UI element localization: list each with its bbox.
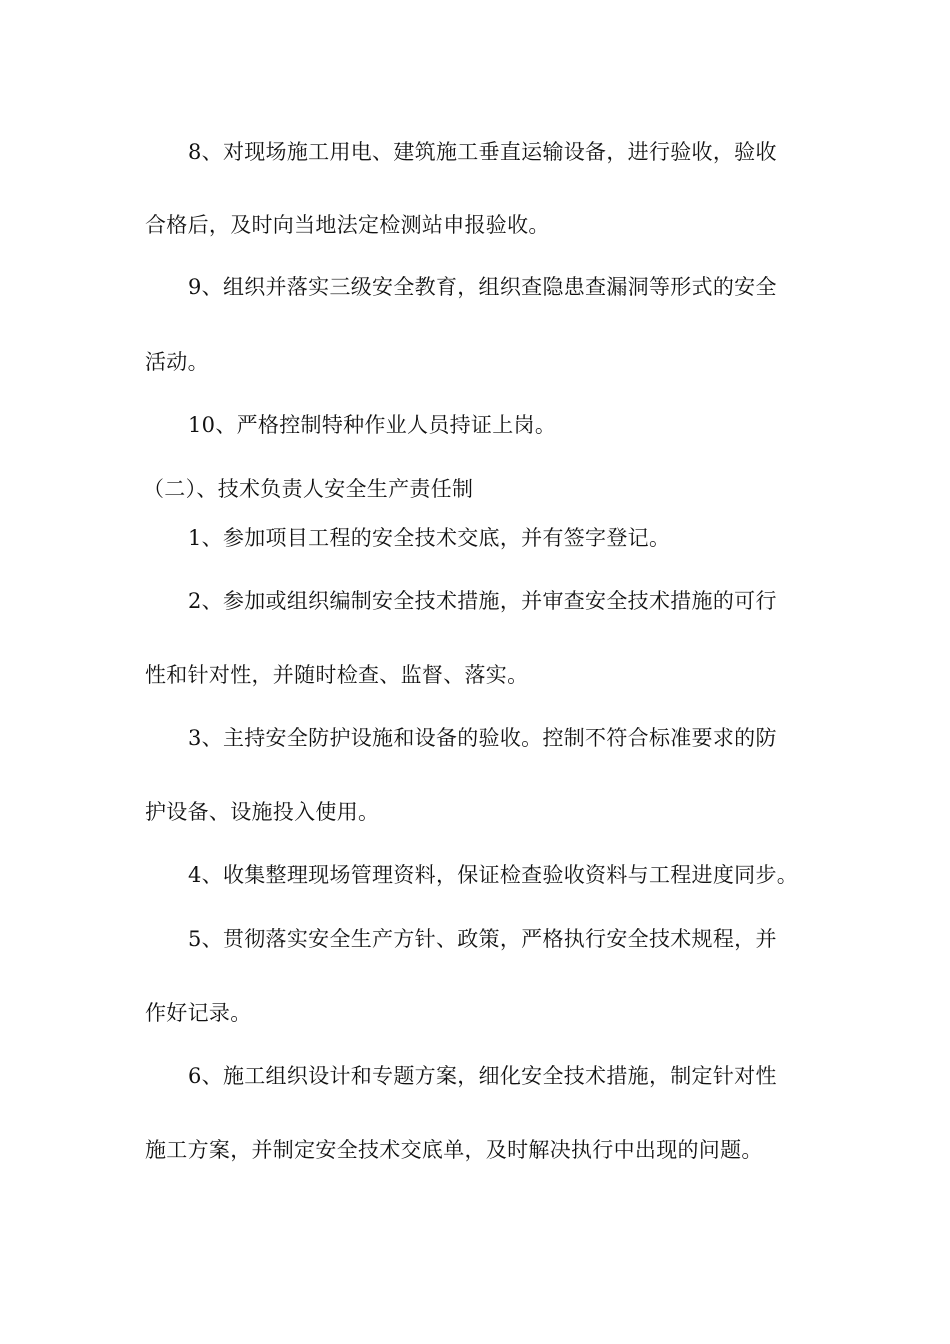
paragraph-line: 护设备、设施投入使用。 [145, 800, 380, 824]
paragraph-line: 作好记录。 [145, 1001, 252, 1025]
paragraph-line: 性和针对性，并随时检查、监督、落实。 [145, 663, 529, 687]
paragraph-line: 6、施工组织设计和专题方案，细化安全技术措施，制定针对性 [188, 1064, 777, 1088]
paragraph-line: 10、严格控制特种作业人员持证上岗。 [188, 413, 557, 437]
paragraph-line: 活动。 [145, 350, 209, 374]
paragraph-line: 8、对现场施工用电、建筑施工垂直运输设备，进行验收，验收 [188, 140, 777, 164]
paragraph-line: 9、组织并落实三级安全教育，组织查隐患查漏洞等形式的安全 [188, 275, 777, 299]
paragraph-line: 施工方案，并制定安全技术交底单，及时解决执行中出现的问题。 [145, 1138, 763, 1162]
paragraph-line: 1、参加项目工程的安全技术交底，并有签字登记。 [188, 526, 671, 550]
paragraph-line: 3、主持安全防护设施和设备的验收。控制不符合标准要求的防 [188, 726, 777, 750]
paragraph-line: 5、贯彻落实安全生产方针、政策，严格执行安全技术规程，并 [188, 927, 777, 951]
paragraph-line: 合格后，及时向当地法定检测站申报验收。 [145, 213, 550, 237]
section-heading: （二）、技术负责人安全生产责任制 [143, 477, 474, 501]
paragraph-line: 2、参加或组织编制安全技术措施，并审查安全技术措施的可行 [188, 589, 777, 613]
paragraph-line: 4、收集整理现场管理资料，保证检查验收资料与工程进度同步。 [188, 863, 799, 887]
